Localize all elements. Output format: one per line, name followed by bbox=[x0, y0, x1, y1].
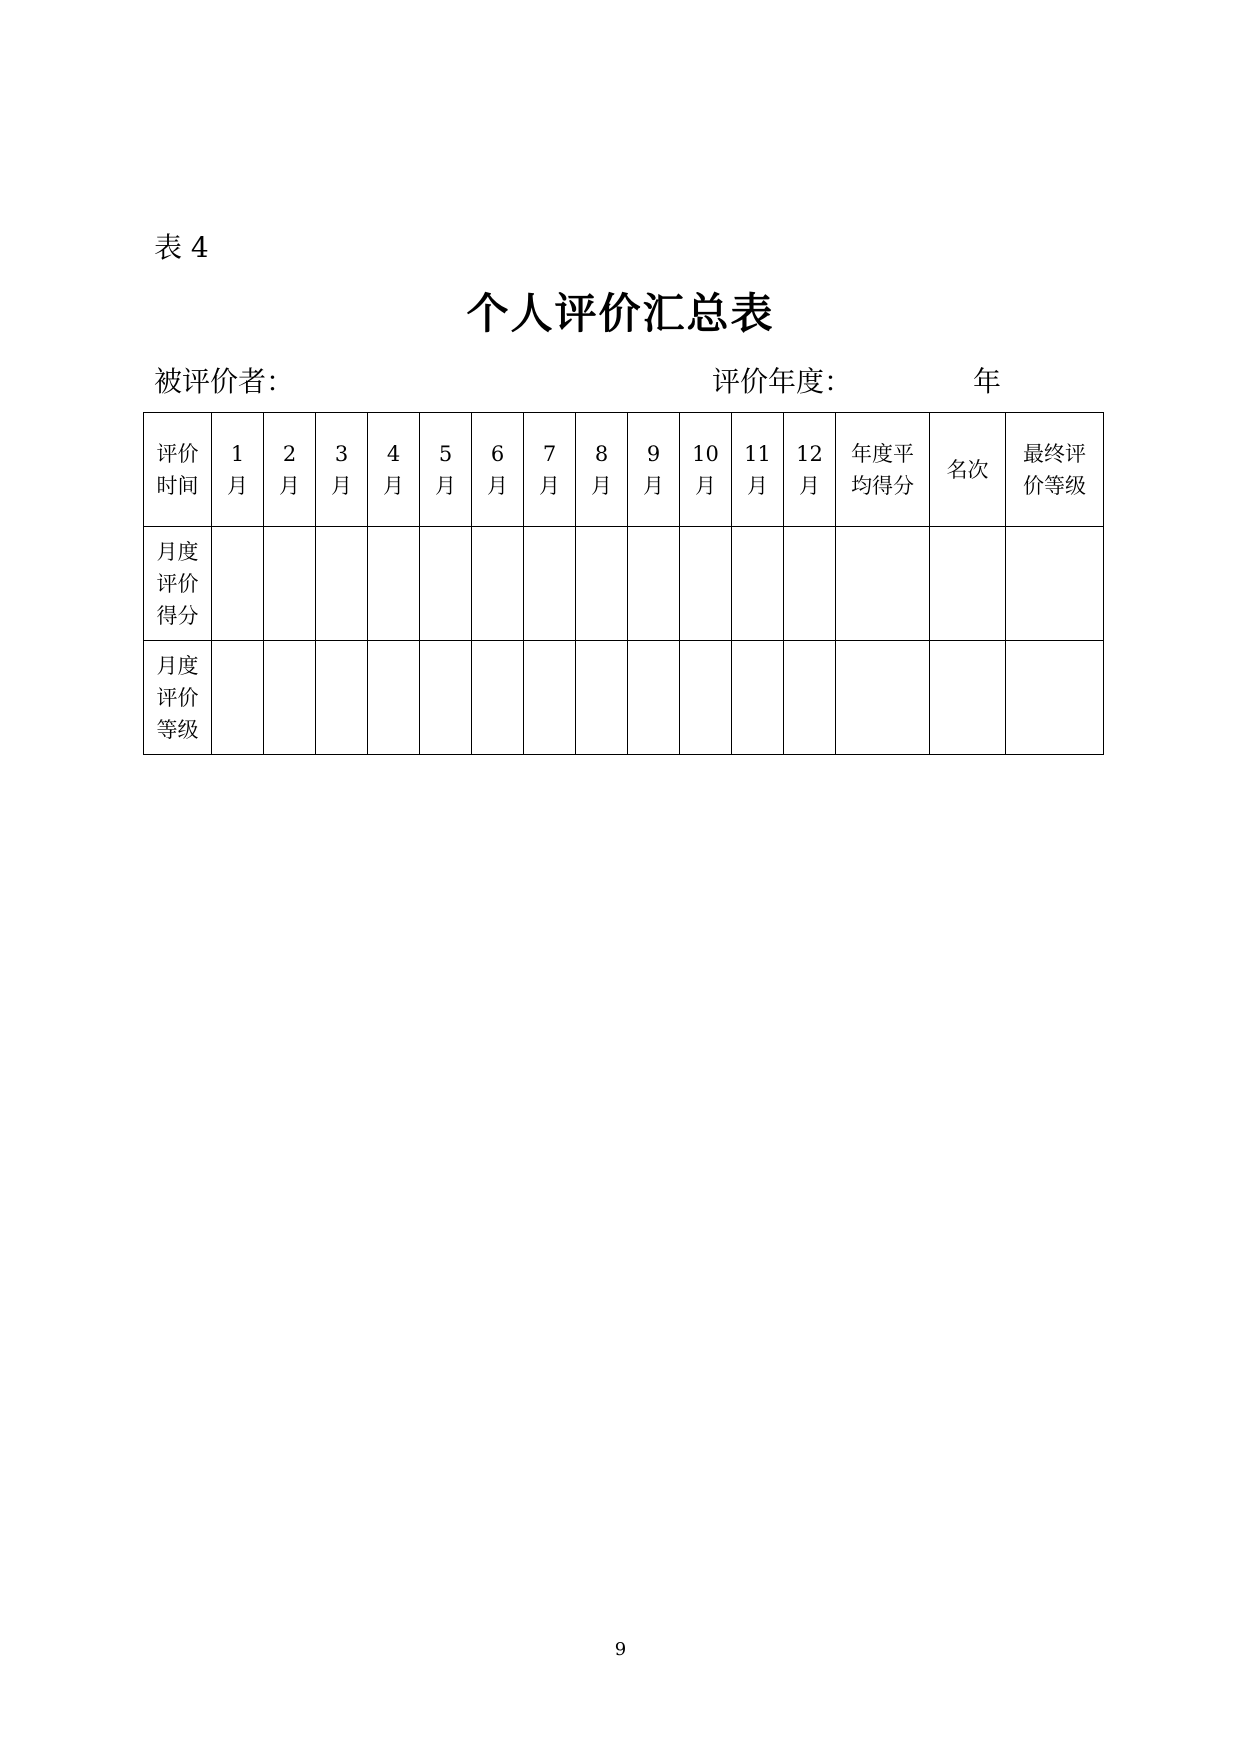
table-row bbox=[144, 527, 1104, 641]
score-cell-month-5[interactable] bbox=[420, 527, 472, 641]
grade-cell-month-12[interactable] bbox=[784, 641, 836, 755]
grade-cell-month-2[interactable] bbox=[264, 641, 316, 755]
score-cell-month-10[interactable] bbox=[680, 527, 732, 641]
score-cell-final-grade[interactable] bbox=[1006, 527, 1104, 641]
grade-cell-final-grade[interactable] bbox=[1006, 641, 1104, 755]
grade-cell-month-3[interactable] bbox=[316, 641, 368, 755]
evaluatee-label: 被评价者： bbox=[154, 365, 295, 398]
score-cell-month-12[interactable] bbox=[784, 527, 836, 641]
header-cell-month-2: 2 月 bbox=[264, 413, 316, 527]
header-cell-rank: 名次 bbox=[930, 413, 1006, 527]
row-label-monthly-grade: 月度评价等级 bbox=[144, 641, 212, 755]
score-cell-month-8[interactable] bbox=[576, 527, 628, 641]
grade-cell-month-1[interactable] bbox=[212, 641, 264, 755]
grade-cell-month-10[interactable] bbox=[680, 641, 732, 755]
score-cell-month-9[interactable] bbox=[628, 527, 680, 641]
evaluation-year-label: 评价年度： bbox=[712, 365, 853, 398]
header-cell-month-7: 7 月 bbox=[524, 413, 576, 527]
header-cell-month-10: 10 月 bbox=[680, 413, 732, 527]
header-cell-month-5: 5 月 bbox=[420, 413, 472, 527]
score-cell-month-3[interactable] bbox=[316, 527, 368, 641]
score-cell-month-11[interactable] bbox=[732, 527, 784, 641]
score-cell-annual-average[interactable] bbox=[836, 527, 930, 641]
header-cell-month-4: 4 月 bbox=[368, 413, 420, 527]
score-cell-month-7[interactable] bbox=[524, 527, 576, 641]
grade-cell-month-4[interactable] bbox=[368, 641, 420, 755]
page-number: 9 bbox=[614, 1639, 627, 1660]
score-cell-month-2[interactable] bbox=[264, 527, 316, 641]
table-row bbox=[144, 641, 1104, 755]
header-cell-time: 评价 时间 bbox=[144, 413, 212, 527]
header-cell-final-grade: 最终评 价等级 bbox=[1006, 413, 1104, 527]
header-cell-month-11: 11 月 bbox=[732, 413, 784, 527]
evaluation-summary-table bbox=[143, 412, 1104, 755]
grade-cell-rank[interactable] bbox=[930, 641, 1006, 755]
header-cell-month-1: 1 月 bbox=[212, 413, 264, 527]
grade-cell-month-11[interactable] bbox=[732, 641, 784, 755]
grade-cell-month-6[interactable] bbox=[472, 641, 524, 755]
table-number-label: 表 4 bbox=[154, 231, 209, 264]
grade-cell-month-9[interactable] bbox=[628, 641, 680, 755]
document-title: 个人评价汇总表 bbox=[466, 289, 775, 338]
header-cell-month-9: 9 月 bbox=[628, 413, 680, 527]
grade-cell-month-8[interactable] bbox=[576, 641, 628, 755]
header-cell-annual-average: 年度平 均得分 bbox=[836, 413, 930, 527]
header-cell-month-6: 6 月 bbox=[472, 413, 524, 527]
header-cell-month-8: 8 月 bbox=[576, 413, 628, 527]
score-cell-month-4[interactable] bbox=[368, 527, 420, 641]
grade-cell-month-7[interactable] bbox=[524, 641, 576, 755]
row-label-monthly-score: 月度评价得分 bbox=[144, 527, 212, 641]
score-cell-month-6[interactable] bbox=[472, 527, 524, 641]
grade-cell-month-5[interactable] bbox=[420, 641, 472, 755]
year-unit-label: 年 bbox=[973, 365, 1002, 398]
score-cell-rank[interactable] bbox=[930, 527, 1006, 641]
grade-cell-annual-average[interactable] bbox=[836, 641, 930, 755]
header-cell-month-3: 3 月 bbox=[316, 413, 368, 527]
header-row bbox=[144, 413, 1104, 527]
header-cell-month-12: 12 月 bbox=[784, 413, 836, 527]
score-cell-month-1[interactable] bbox=[212, 527, 264, 641]
